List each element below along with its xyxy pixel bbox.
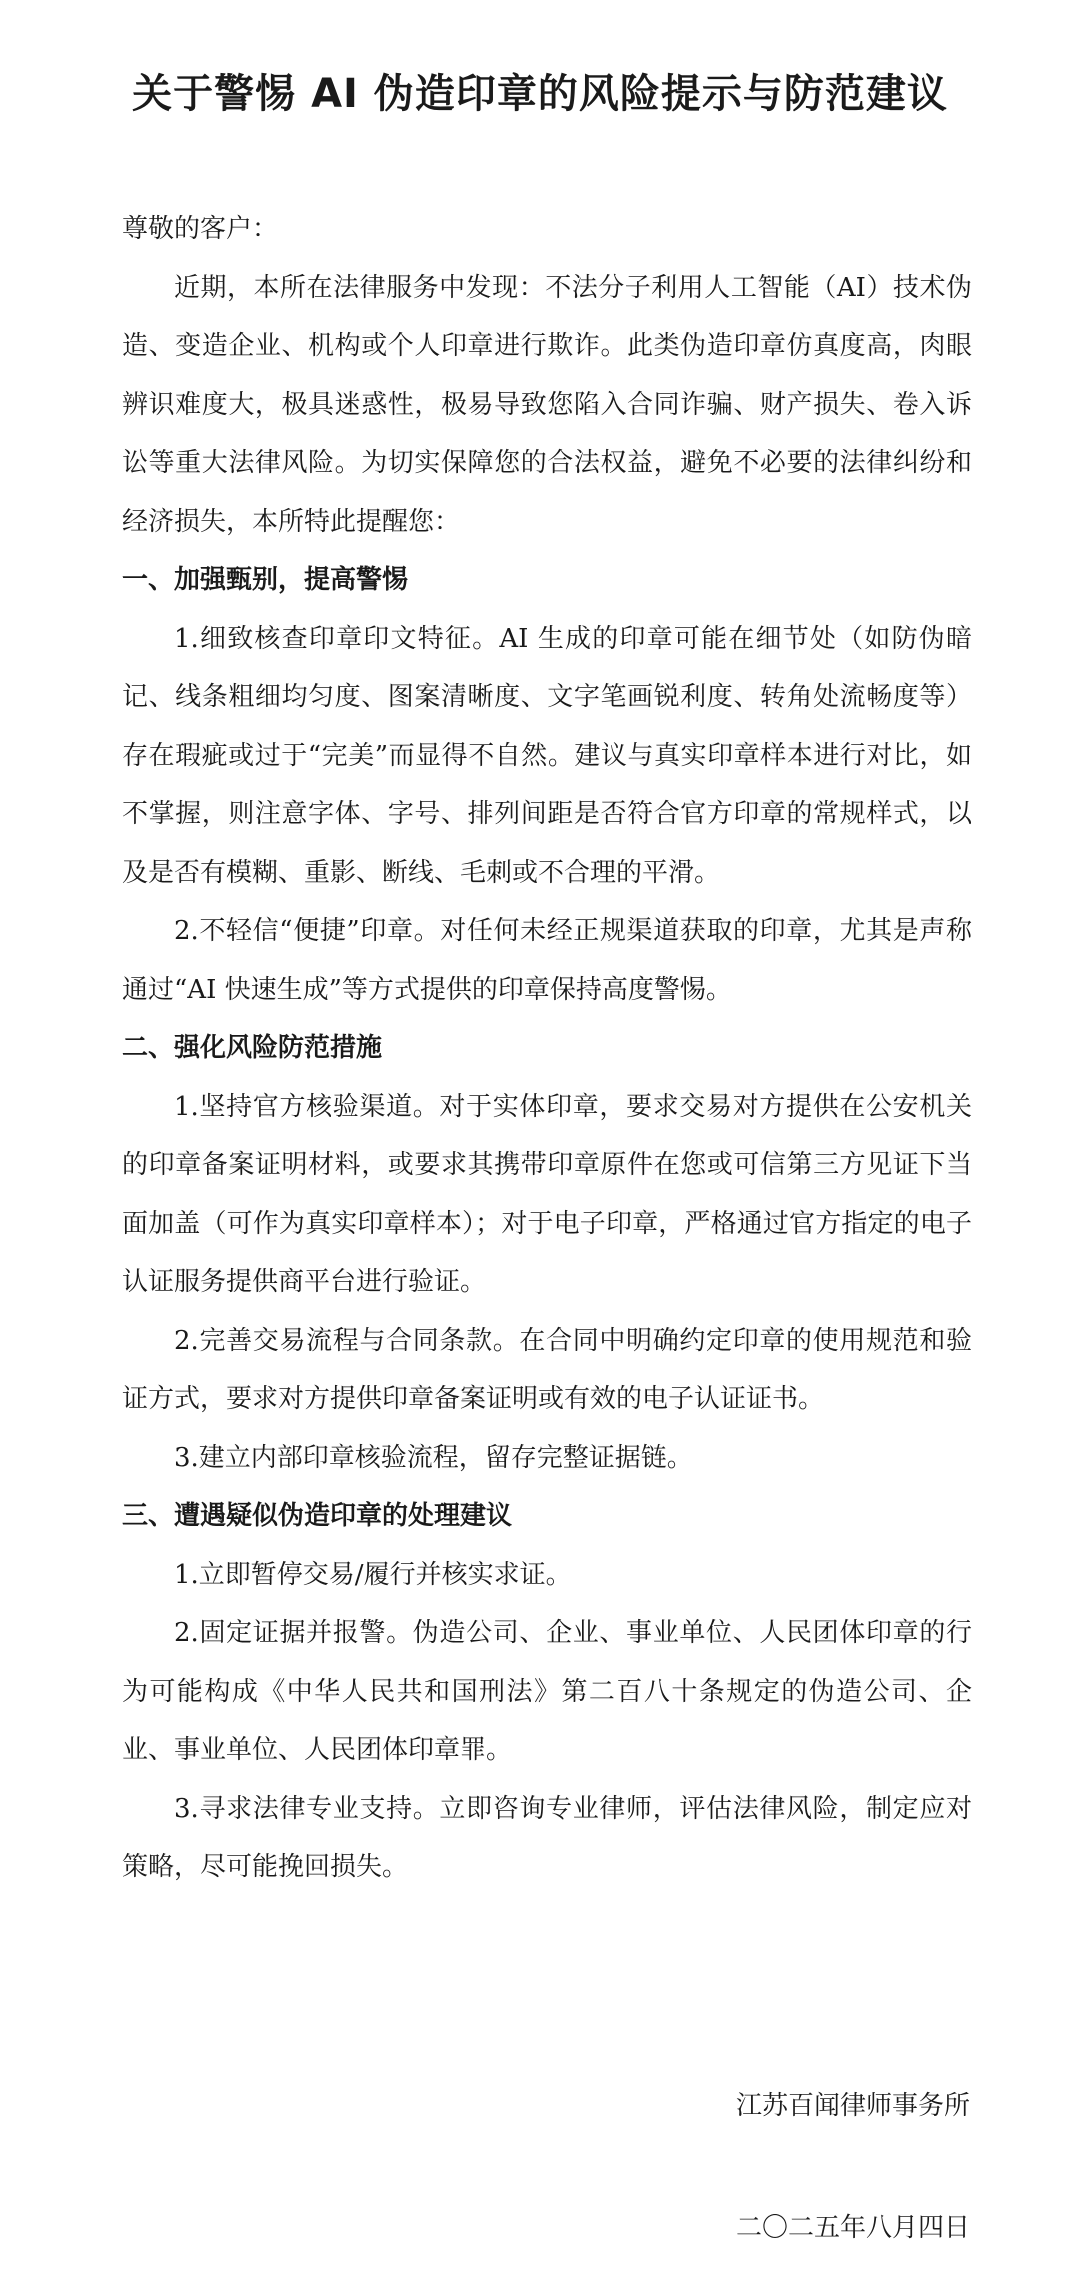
section-2-item-1: 1.坚持官方核验渠道。对于实体印章，要求交易对方提供在公安机关的印章备案证明材料，或要求其携带印章原件在您或可信第三方见证下当面加盖（可作为真实印章样本）；对于电子印章，严格通过官方指定的电子认证服务提供商平台进行验证。 [122, 1091, 972, 1297]
section-2-item-3: 3.建立内部印章核验流程，留存完整证据链。 [174, 1442, 693, 1473]
signer-name: 江苏百闻律师事务所 [735, 2091, 970, 2121]
section-3-item-2: 2.固定证据并报警。伪造公司、企业、事业单位、人民团体印章的行为可能构成《中华人民共和国刑法》第二百八十条规定的伪造公司、企业、事业单位、人民团体印章罪。 [122, 1618, 972, 1765]
section-heading-2: 二、强化风险防范措施 [122, 1033, 383, 1063]
intro-paragraph: 近期，本所在法律服务中发现：不法分子利用人工智能（AI）技术伪造、变造企业、机构或个人印章进行欺诈。此类伪造印章仿真度高，肉眼辨识难度大，极具迷惑性，极易导致您陷入合同诈骗、财产损失、卷入诉讼等重大法律风险。为切实保障您的合法权益，避免不必要的法律纠纷和经济损失，本所特此提醒您： [122, 272, 972, 537]
section-2-item-2: 2.完善交易流程与合同条款。在合同中明确约定印章的使用规范和验证方式，要求对方提供印章备案证明或有效的电子认证证书。 [122, 1325, 972, 1414]
salutation: 尊敬的客户： [122, 214, 279, 244]
section-3-item-3: 3.寻求法律专业支持。立即咨询专业律师，评估法律风险，制定应对策略，尽可能挽回损失。 [122, 1793, 972, 1882]
section-heading-1: 一、加强甄别，提高警惕 [122, 565, 409, 595]
document-body [122, 200, 972, 1897]
section-3-item-1: 1.立即暂停交易/履行并核实求证。 [174, 1559, 572, 1590]
section-heading-3: 三、遭遇疑似伪造印章的处理建议 [122, 1501, 513, 1531]
section-1-item-2: 2.不轻信“便捷”印章。对任何未经正规渠道获取的印章，尤其是声称通过“AI 快速生成”等方式提供的印章保持高度警惕。 [122, 916, 972, 1005]
section-1-item-1: 1.细致核查印章印文特征。AI 生成的印章可能在细节处（如防伪暗记、线条粗细均匀度、图案清晰度、文字笔画锐利度、转角处流畅度等）存在瑕疵或过于“完美”而显得不自然。建议与真实印章样本进行对比，如不掌握，则注意字体、字号、排列间距是否符合官方印章的常规样式，以及是否有模糊、重影、断线、毛刺或不合理的平滑。 [122, 623, 972, 888]
document-title: 关于警惕 AI 伪造印章的风险提示与防范建议 [132, 71, 948, 117]
document-date: 二〇二五年八月四日 [735, 2213, 970, 2243]
